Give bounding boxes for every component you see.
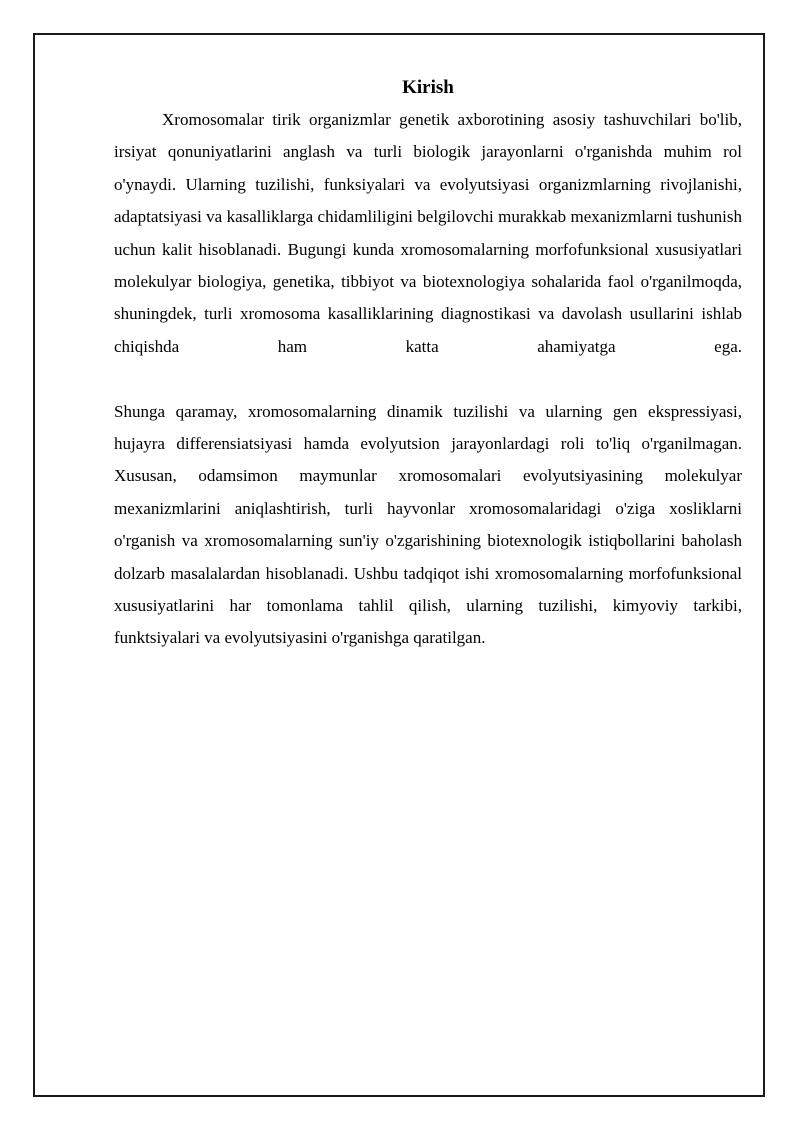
section-title: Kirish xyxy=(402,77,454,98)
paragraph-2: Shunga qaramay, xromosomalarning dinamik tuzilishi va ularning gen ekspressiyasi, hujayra differensiatsiyasi hamda evolyutsion jarayonlardagi roli to'liq o'rganilmagan. Xususan, odamsimon maymunlar xromosomalari evolyutsiyasining molekulyar mexanizmlarini aniqlashtirish, turli hayvonlar xromosomalaridagi o'ziga xosliklarni o'rganish va xromosomalarning sun'iy o'zgarishining biotexnologik istiqbollarini baholash dolzarb masalalardan hisoblanadi. Ushbu tadqiqot ishi xromosomalarning morfofunksional xususiyatlarini har tomonlama tahlil qilish, ularning tuzilishi, kimyoviy tarkibi, funktsiyalari va evolyutsiyasini o'rganishga qaratilgan. xyxy=(114,401,742,648)
paragraph-1: Xromosomalar tirik organizmlar genetik axborotining asosiy tashuvchilari bo'lib, irsiyat qonuniyatlarini anglash va turli biologik jarayonlarni o'rganishda muhim rol o'ynaydi. Ularning tuzilishi, funksiyalari va evolyutsiyasi organizmlarning rivojlanishi, adaptatsiyasi va kasalliklarga chidamliligini belgilovchi murakkab mexanizmlarni tushunish uchun kalit hisoblanadi. Bugungi kunda xromosomalarning morfofunksional xususiyatlari molekulyar biologiya, genetika, tibbiyot va biotexnologiya sohalarida faol o'rganilmoqda, shuningdek, turli xromosoma kasalliklarining diagnostikasi va davolash usullarini ishlab chiqishda ham katta ahamiyatga ega. xyxy=(114,110,742,356)
paragraph-spacer xyxy=(114,363,742,395)
document-body xyxy=(114,72,742,655)
